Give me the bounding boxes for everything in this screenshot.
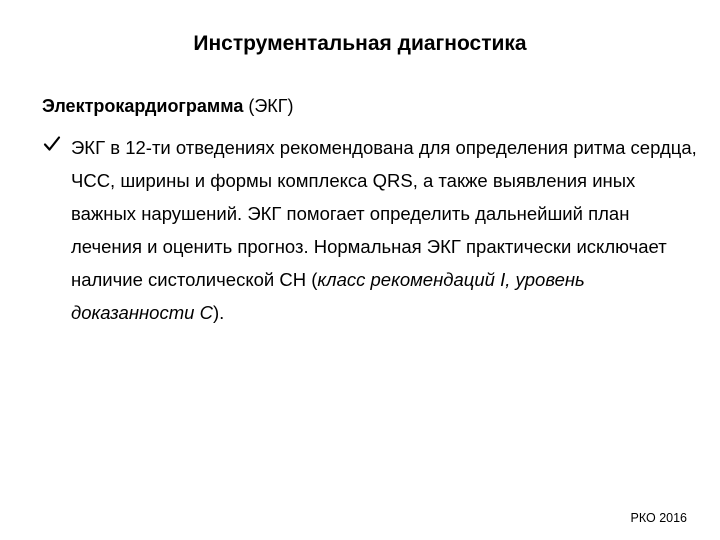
section-subtitle bbox=[42, 94, 294, 118]
bullet-text-end: ). bbox=[212, 302, 225, 323]
check-icon bbox=[43, 135, 61, 153]
footer-source: РКО 2016 bbox=[630, 511, 687, 525]
bullet-text bbox=[71, 131, 699, 329]
evidence-level-text: , уровень доказанности bbox=[71, 269, 585, 323]
evidence-level-value: C bbox=[199, 302, 213, 323]
bullet-text-main: ЭКГ в 12-ти отведениях рекомендована для определения ритма сердца, ЧСС, ширины и формы комплекса QRS, а также выявления иных важных нарушений. ЭКГ помогает определить дальнейший план лечения и оценить прогноз. Нормальная ЭКГ практически исключает наличие систолической СН ( bbox=[71, 137, 697, 290]
slide-title: Инструментальная диагностика bbox=[193, 32, 527, 55]
subtitle-rest: (ЭКГ) bbox=[243, 96, 294, 116]
recommendation-class-value: I bbox=[500, 269, 506, 290]
subtitle-bold: Электрокардиограмма bbox=[42, 96, 244, 116]
bullet-item bbox=[42, 131, 702, 329]
recommendation-class-text: класс рекомендаций bbox=[317, 269, 501, 290]
